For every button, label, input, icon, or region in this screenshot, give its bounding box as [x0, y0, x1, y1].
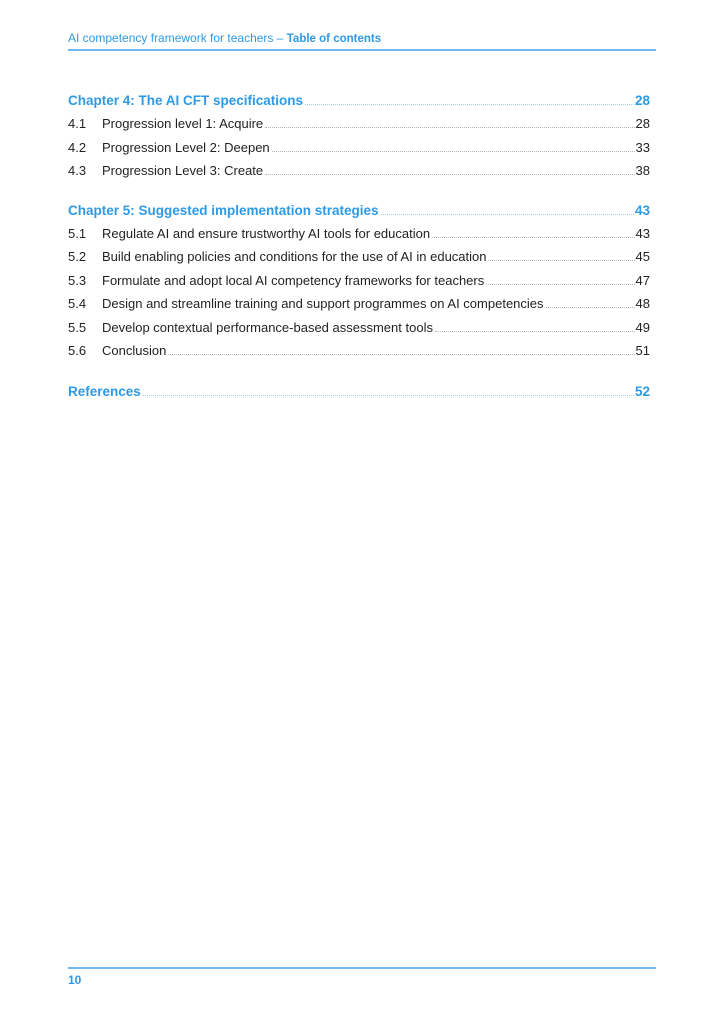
page-number: 47: [635, 272, 650, 288]
section-title: Regulate AI and ensure trustworthy AI tools for education: [102, 225, 431, 241]
dot-leader: [546, 306, 635, 308]
dot-leader: [381, 213, 634, 215]
section-title: Progression level 1: Acquire: [102, 116, 264, 131]
section-title: Formulate and adopt local AI competency frameworks for teachers: [102, 272, 485, 288]
spacer: [68, 363, 650, 381]
page-number: 52: [634, 383, 650, 399]
section-number: 5.2: [68, 249, 87, 264]
section-title: Progression Level 3: Create: [102, 163, 264, 178]
page-number: 45: [635, 249, 650, 264]
dot-leader: [305, 103, 634, 105]
dot-leader: [265, 173, 634, 175]
chapter-title: Chapter 4: The AI CFT specifications: [68, 93, 304, 108]
section-title: Conclusion: [102, 343, 167, 358]
dot-leader: [143, 394, 634, 396]
section-title: Table of contents: [286, 33, 382, 45]
dot-leader: [432, 236, 634, 238]
toc-item-4-1[interactable]: [68, 112, 650, 136]
toc-item-4-2[interactable]: [68, 136, 650, 160]
footer-rule: [68, 967, 656, 969]
section-number: 4.2: [68, 139, 87, 155]
section-title: Develop contextual performance-based assessment tools: [102, 319, 433, 335]
toc-item-5-2[interactable]: [68, 245, 650, 269]
dot-leader: [272, 150, 635, 152]
toc-item-5-3[interactable]: [68, 269, 650, 293]
section-number: 5.3: [68, 272, 87, 288]
dot-leader: [488, 259, 634, 261]
chapter-title: Chapter 5: Suggested implementation strategies: [68, 202, 379, 218]
section-number: 4.3: [68, 163, 87, 178]
page-number: 43: [635, 225, 650, 241]
dot-leader: [168, 353, 634, 355]
section-number: 5.6: [68, 343, 87, 358]
page-number: 28: [634, 93, 650, 108]
toc-item-5-4[interactable]: [68, 292, 650, 316]
toc-item-5-5[interactable]: [68, 316, 650, 340]
page-number: 28: [635, 116, 650, 131]
section-title: Build enabling policies and conditions for the use of AI in education: [102, 249, 487, 264]
dot-leader: [265, 126, 634, 128]
section-title: Design and streamline training and support programmes on AI competencies: [102, 296, 544, 311]
section-number: 5.1: [68, 225, 87, 241]
footer-page-number: 10: [68, 973, 82, 987]
dot-leader: [435, 330, 635, 332]
page-number: 33: [635, 139, 650, 155]
toc-chapter-5[interactable]: [68, 200, 650, 222]
section-number: 4.1: [68, 116, 87, 131]
toc-chapter-4[interactable]: [68, 90, 650, 112]
toc-item-4-3[interactable]: [68, 159, 650, 183]
page-number: 49: [635, 319, 650, 335]
section-number: 5.4: [68, 296, 87, 311]
spacer: [68, 183, 650, 200]
page-number: 38: [635, 163, 650, 178]
header-separator: –: [273, 31, 287, 45]
page-number: 43: [634, 202, 650, 218]
page-number: 51: [635, 343, 650, 358]
references-title: References: [68, 383, 141, 399]
section-number: 5.5: [68, 319, 87, 335]
toc-item-5-1[interactable]: [68, 222, 650, 246]
toc-references[interactable]: [68, 381, 650, 403]
running-header: [68, 31, 656, 45]
document-title: AI competency framework for teachers: [68, 31, 274, 45]
dot-leader: [486, 283, 634, 285]
table-of-contents: [68, 90, 650, 403]
header-rule: [68, 49, 656, 51]
toc-item-5-6[interactable]: [68, 339, 650, 363]
page-number: 48: [635, 296, 650, 311]
section-title: Progression Level 2: Deepen: [102, 139, 270, 155]
